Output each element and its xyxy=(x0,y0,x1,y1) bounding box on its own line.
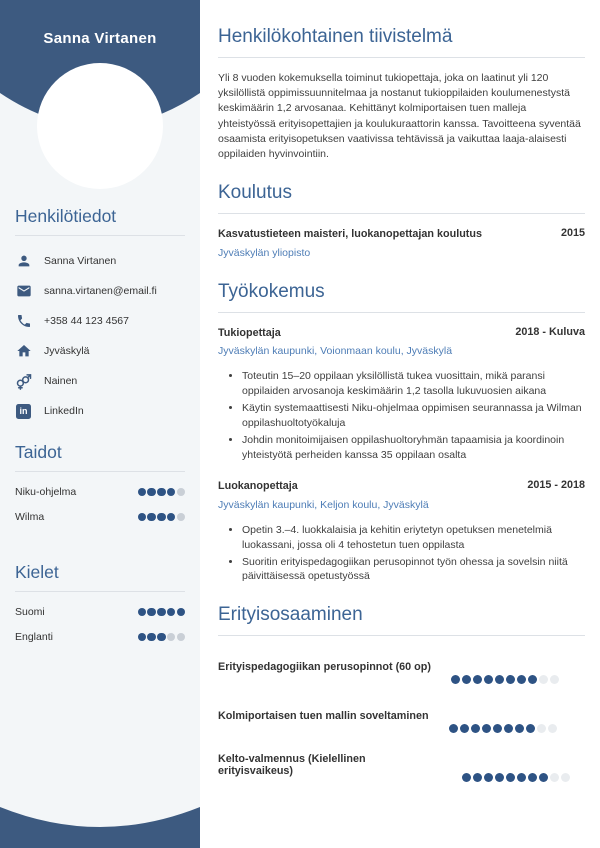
candidate-name: Sanna Virtanen xyxy=(43,30,157,47)
job-bullet: • Opetin 3.–4. luokkalaisia ja kehitin eriytetyn opetuksen menetelmiä luokassani, jossa oli 4 tehostetun tuen oppilasta xyxy=(242,523,585,553)
language-row xyxy=(15,631,185,643)
rating-dot xyxy=(138,608,147,617)
experience-entry xyxy=(218,479,585,584)
rating-dot xyxy=(147,513,156,522)
education-date: 2015 xyxy=(560,227,585,240)
competence-row xyxy=(218,747,585,782)
rating-dot xyxy=(526,724,535,733)
language-rating xyxy=(137,608,185,617)
competence-rating xyxy=(431,649,585,684)
competence-row xyxy=(218,698,585,733)
competence-label: Erityispedagogiikan perusopinnot (60 op) xyxy=(218,660,431,673)
rating-dot xyxy=(515,724,524,733)
experience-entry xyxy=(218,326,585,463)
rating-dot xyxy=(462,773,471,782)
job-organization: Jyväskylän kaupunki, Voionmaan koulu, Jyväskylä xyxy=(218,345,453,358)
linkedin-icon-glyph: in xyxy=(16,404,31,419)
skill-label: Wilma xyxy=(15,511,45,523)
rating-dot xyxy=(548,724,557,733)
job-title: Tukiopettaja xyxy=(218,326,281,339)
contact-email-value: sanna.virtanen@email.fi xyxy=(44,285,157,297)
contact-item-city xyxy=(15,336,185,366)
rating-dot xyxy=(484,675,493,684)
contact-item-name xyxy=(15,246,185,276)
section-divider xyxy=(15,591,185,592)
rating-dot xyxy=(147,488,156,497)
rating-dot xyxy=(157,488,166,497)
sidebar-bottom-curve-decoration xyxy=(0,807,200,848)
rating-dot xyxy=(539,773,548,782)
home-icon xyxy=(15,343,32,360)
person-icon xyxy=(15,253,32,270)
section-title-summary: Henkilökohtainen tiivistelmä xyxy=(218,26,453,47)
sidebar xyxy=(0,0,200,848)
rating-dot xyxy=(493,724,502,733)
summary-section xyxy=(218,26,585,162)
job-date: 2015 - 2018 xyxy=(527,479,585,492)
rating-dot xyxy=(167,488,176,497)
contact-item-gender xyxy=(15,366,185,396)
rating-dot xyxy=(147,608,156,617)
competence-rating xyxy=(429,698,585,733)
competence-row xyxy=(218,649,585,684)
contact-name-value: Sanna Virtanen xyxy=(44,255,117,267)
contact-item-phone xyxy=(15,306,185,336)
rating-dot xyxy=(138,488,147,497)
rating-dot xyxy=(177,488,186,497)
competence-label: Kelto-valmennus (Kielellinen erityisvaikeus) xyxy=(218,752,366,777)
rating-dot xyxy=(506,675,515,684)
job-bullet: • Toteutin 15–20 oppilaan yksilöllistä tukea vuosittain, mikä paransi oppilaiden arvosanoja keskimäärin 1,2 tasolla lukuvuosien aikana xyxy=(242,369,585,399)
skill-label: Niku-ohjelma xyxy=(15,486,77,498)
education-section xyxy=(218,182,585,260)
rating-dot xyxy=(537,724,546,733)
rating-dot xyxy=(460,724,469,733)
competence-label: Kolmiportaisen tuen mallin soveltaminen xyxy=(218,709,429,722)
rating-dot xyxy=(484,773,493,782)
job-date: 2018 - Kuluva xyxy=(515,325,585,338)
languages-list xyxy=(15,606,185,643)
contact-list xyxy=(15,246,185,426)
rating-dot xyxy=(157,608,166,617)
contact-phone-value: +358 44 123 4567 xyxy=(44,315,129,327)
section-divider xyxy=(218,635,585,636)
education-entry xyxy=(218,227,585,260)
rating-dot xyxy=(495,675,504,684)
rating-dot xyxy=(517,773,526,782)
rating-dot xyxy=(462,675,471,684)
gender-icon xyxy=(15,373,32,390)
rating-dot xyxy=(177,513,186,522)
rating-dot xyxy=(539,675,548,684)
rating-dot xyxy=(495,773,504,782)
skill-row xyxy=(15,486,185,498)
section-divider xyxy=(15,235,185,236)
rating-dot xyxy=(167,513,176,522)
job-organization: Jyväskylän kaupunki, Keljon koulu, Jyväskylä xyxy=(218,499,429,512)
rating-dot xyxy=(550,675,559,684)
rating-dot xyxy=(473,675,482,684)
skill-row xyxy=(15,511,185,523)
section-title-personal-details: Henkilötiedot xyxy=(15,206,117,226)
skills-list xyxy=(15,486,185,523)
main-content xyxy=(200,0,600,848)
summary-text: Yli 8 vuoden kokemuksella toiminut tukiopettaja, joka on laatinut yli 120 yksilöllistä oppimissuunnitelmaa ja nostanut tukioppilaiden koulumenestystä keskimäärin 1,2 arvosanaa. Kehittänyt kolmiportaisen tuen malleja yhteistyössä erityisopettajien ja koulukuraattorin kanssa. Tavoitteena syventää osaamista erityisopetuksen vaativissa tehtävissä ja vaikuttaa laaja-alaisesti oppilaiden hyvinvointiin. xyxy=(218,72,581,161)
email-icon xyxy=(15,283,32,300)
section-title-experience: Työkokemus xyxy=(218,280,325,302)
rating-dot xyxy=(177,608,186,617)
degree-title: Kasvatustieteen maisteri, luokanopettajan koulutus xyxy=(218,228,482,241)
rating-dot xyxy=(157,513,166,522)
competence-rating xyxy=(442,747,585,782)
rating-dot xyxy=(473,773,482,782)
competence-section xyxy=(218,604,585,782)
rating-dot xyxy=(528,773,537,782)
rating-dot xyxy=(561,773,570,782)
rating-dot xyxy=(506,773,515,782)
contact-gender-value: Nainen xyxy=(44,375,78,387)
section-divider xyxy=(218,57,585,58)
rating-dot xyxy=(482,724,491,733)
section-divider xyxy=(218,213,585,214)
language-rating xyxy=(137,633,185,642)
section-title-languages: Kielet xyxy=(15,562,59,582)
skill-rating xyxy=(137,513,185,522)
rating-dot xyxy=(528,675,537,684)
language-label: Englanti xyxy=(15,631,53,643)
skill-rating xyxy=(137,488,185,497)
education-institution: Jyväskylän yliopisto xyxy=(218,246,311,259)
experience-section xyxy=(218,281,585,585)
linkedin-icon xyxy=(15,403,32,420)
rating-dot xyxy=(138,513,147,522)
job-title: Luokanopettaja xyxy=(218,480,298,493)
contact-linkedin-value: LinkedIn xyxy=(44,405,84,417)
language-label: Suomi xyxy=(15,606,45,618)
rating-dot xyxy=(167,608,176,617)
rating-dot xyxy=(449,724,458,733)
rating-dot xyxy=(177,633,186,642)
rating-dot xyxy=(167,633,176,642)
rating-dot xyxy=(138,633,147,642)
job-bullet-list xyxy=(218,369,585,462)
phone-icon xyxy=(15,313,32,330)
section-divider xyxy=(15,471,185,472)
job-bullet: • Käytin systemaattisesti Niku-ohjelmaa oppimisen seurannassa ja Wilman oppilashuoltotyökaluja xyxy=(242,401,585,431)
rating-dot xyxy=(471,724,480,733)
contact-city-value: Jyväskylä xyxy=(44,345,90,357)
job-bullet: • Johdin monitoimijaisen oppilashuoltoryhmän tapaamisia ja koordinoin yhteistyötä perheiden kanssa 35 oppilaan osalta xyxy=(242,433,585,463)
contact-item-email xyxy=(15,276,185,306)
section-divider xyxy=(218,312,585,313)
language-row xyxy=(15,606,185,618)
rating-dot xyxy=(550,773,559,782)
section-title-education: Koulutus xyxy=(218,182,292,204)
rating-dot xyxy=(517,675,526,684)
rating-dot xyxy=(451,675,460,684)
rating-dot xyxy=(157,633,166,642)
contact-item-linkedin xyxy=(15,396,185,426)
profile-photo-placeholder xyxy=(37,63,163,189)
job-bullet-list xyxy=(218,523,585,585)
rating-dot xyxy=(147,633,156,642)
rating-dot xyxy=(504,724,513,733)
section-title-skills: Taidot xyxy=(15,442,62,462)
section-title-competence: Erityisosaaminen xyxy=(218,604,363,626)
job-bullet: • Suoritin erityispedagogiikan perusopinnot työn ohessa ja sovelsin niitä päivittäisessä opetustyössä xyxy=(242,555,585,585)
